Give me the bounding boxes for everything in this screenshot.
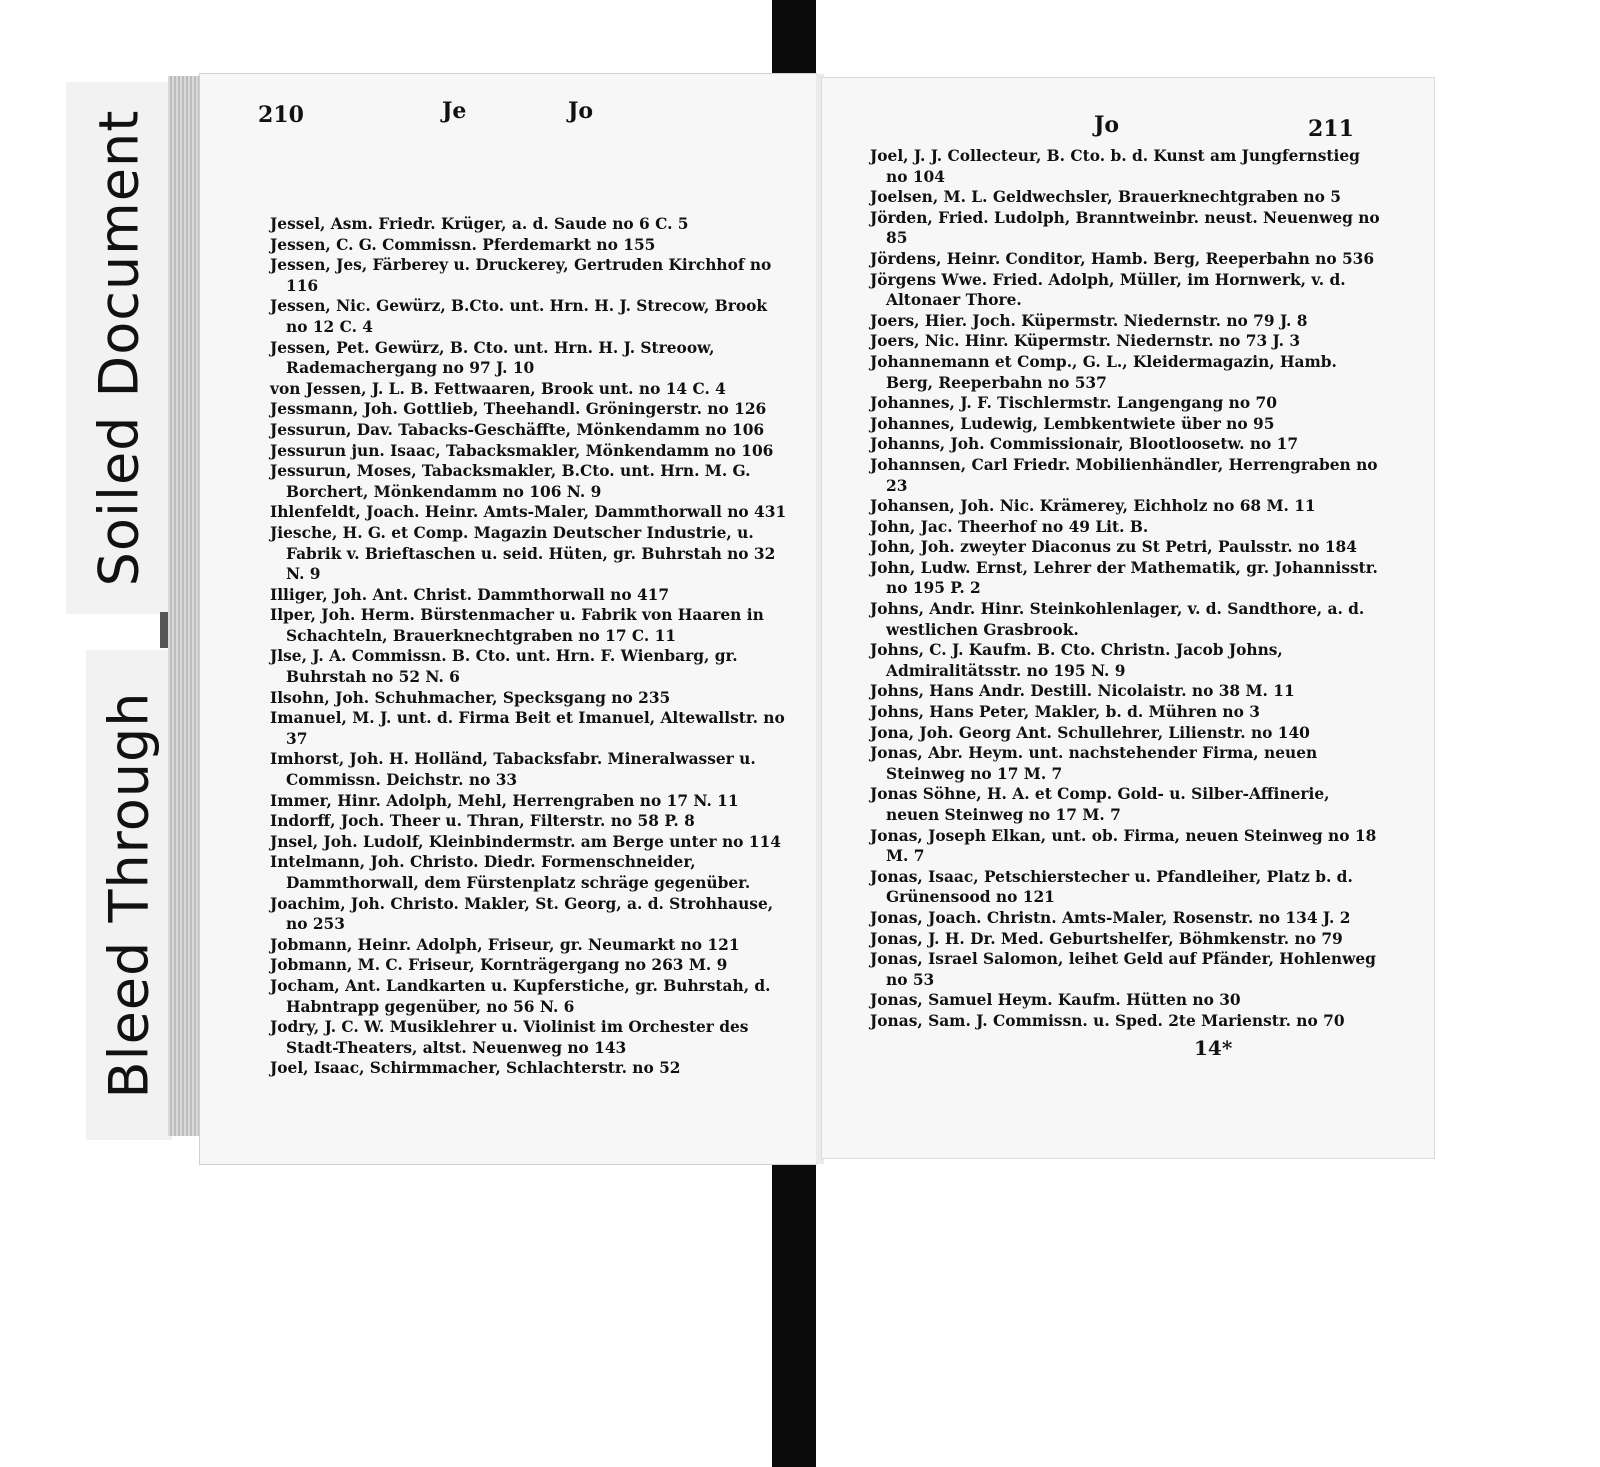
directory-entry: Johns, Andr. Hinr. Steinkohlenlager, v. d. Sandthore, a. d. westlichen Grasbrook. (870, 600, 1365, 639)
directory-entry: Jodry, J. C. W. Musiklehrer u. Violinist im Orchester des Stadt-Theaters, altst. Neuenweg no 143 (270, 1018, 749, 1057)
right-page-number: 211 (1308, 116, 1354, 142)
directory-entry: Jördens, Heinr. Conditor, Hamb. Berg, Reeperbahn no 536 (870, 249, 1375, 268)
directory-entry: Ilsohn, Joh. Schuhmacher, Specksgang no 235 (270, 688, 671, 707)
directory-entry: John, Jac. Theerhof no 49 Lit. B. (870, 517, 1149, 536)
directory-entry: Jessurun jun. Isaac, Tabacksmakler, Mönkendamm no 106 (270, 441, 774, 460)
directory-entry: Jessel, Asm. Friedr. Krüger, a. d. Saude no 6 C. 5 (270, 215, 689, 233)
directory-entry: Jonas, J. H. Dr. Med. Geburtshelfer, Böhmkenstr. no 79 (870, 929, 1343, 948)
directory-entry: Jobmann, Heinr. Adolph, Friseur, gr. Neumarkt no 121 (270, 935, 740, 954)
directory-entry: Jobmann, M. C. Friseur, Kornträgergang no 263 M. 9 (270, 956, 728, 975)
directory-entry: Jona, Joh. Georg Ant. Schullehrer, Lilienstr. no 140 (870, 723, 1310, 742)
label-strip-top (66, 82, 172, 614)
directory-entry: Joachim, Joh. Christo. Makler, St. Georg, a. d. Strohhause, no 253 (270, 894, 774, 934)
directory-entry: Jonas, Sam. J. Commissn. u. Sped. 2te Marienstr. no 70 (870, 1011, 1345, 1030)
directory-entry: Jonas, Israel Salomon, leihet Geld auf Pfänder, Hohlenweg no 53 (870, 950, 1376, 989)
directory-entry: Johns, Hans Andr. Destill. Nicolaistr. no 38 M. 11 (870, 682, 1295, 701)
directory-entry: Indorff, Joch. Theer u. Thran, Filterstr. no 58 P. 8 (270, 812, 695, 831)
bleed-through-label: Bleed Through (97, 691, 161, 1099)
directory-entry: Imanuel, M. J. unt. d. Firma Beit et Imanuel, Altewallstr. no 37 (270, 709, 785, 748)
label-strip-bottom (86, 650, 172, 1140)
left-page (200, 74, 816, 1164)
directory-entry: Jiesche, H. G. et Comp. Magazin Deutscher Industrie, u. Fabrik v. Brieftaschen u. seid. Hüten, gr. Buhrstah no 32 N. 9 (270, 523, 776, 584)
directory-entry: Johannsen, Carl Friedr. Mobilienhändler, Herrengraben no 23 (870, 455, 1378, 495)
right-page (822, 78, 1434, 1158)
directory-entry: Jonas, Joach. Christn. Amts-Maler, Rosenstr. no 134 J. 2 (870, 908, 1351, 927)
directory-entry: Jonas, Samuel Heym. Kaufm. Hütten no 30 (870, 991, 1241, 1010)
directory-entry: Johannes, J. F. Tischlermstr. Langengang no 70 (870, 394, 1277, 413)
directory-entry: Jessen, Pet. Gewürz, B. Cto. unt. Hrn. H. J. Streoow, Rademachergang no 97 J. 10 (270, 338, 715, 378)
directory-entry: Jlse, J. A. Commissn. B. Cto. unt. Hrn. F. Wienbarg, gr. Buhrstah no 52 N. 6 (270, 647, 738, 687)
directory-entry: Jessmann, Joh. Gottlieb, Theehandl. Gröningerstr. no 126 (270, 400, 767, 419)
directory-entry: Ilper, Joh. Herm. Bürstenmacher u. Fabrik von Haaren in Schachteln, Brauerknechtgraben no 17 C. 11 (270, 606, 764, 645)
signature-mark: 14* (1194, 1036, 1233, 1060)
directory-entry: Johanns, Joh. Commissionair, Blootloosetw. no 17 (870, 435, 1299, 454)
soiled-document-label: Soiled Document (87, 109, 151, 587)
directory-entry: Jörgens Wwe. Fried. Adolph, Müller, im Hornwerk, v. d. Altonaer Thore. (870, 270, 1346, 310)
directory-entry: Jnsel, Joh. Ludolf, Kleinbindermstr. am Berge unter no 114 (270, 832, 781, 851)
right-entry-list (870, 146, 1386, 1032)
directory-entry: von Jessen, J. L. B. Fettwaaren, Brook unt. no 14 C. 4 (270, 379, 726, 398)
directory-entry: Johansen, Joh. Nic. Krämerey, Eichholz no 68 M. 11 (870, 497, 1316, 516)
directory-entry: Intelmann, Joh. Christo. Diedr. Formenschneider, Dammthorwall, dem Fürstenplatz schräge gegenüber. (270, 853, 751, 892)
directory-entry: Johns, C. J. Kaufm. B. Cto. Christn. Jacob Johns, Admiralitätsstr. no 195 N. 9 (870, 641, 1283, 680)
directory-entry: Jörden, Fried. Ludolph, Branntweinbr. neust. Neuenweg no 85 (870, 208, 1380, 248)
directory-entry: Jessurun, Dav. Tabacks-Geschäffte, Mönkendamm no 106 (270, 420, 765, 439)
left-page-number: 210 (258, 102, 304, 128)
directory-entry: Joers, Hier. Joch. Küpermstr. Niedernstr. no 79 J. 8 (870, 311, 1308, 330)
directory-entry: Joers, Nic. Hinr. Küpermstr. Niedernstr. no 73 J. 3 (870, 332, 1301, 351)
right-head: Jo (1094, 112, 1120, 138)
directory-entry: Jonas, Abr. Heym. unt. nachstehender Firma, neuen Steinweg no 17 M. 7 (870, 744, 1318, 783)
left-head-right: Jo (568, 98, 594, 124)
directory-entry: Illiger, Joh. Ant. Christ. Dammthorwall no 417 (270, 585, 670, 604)
directory-entry: Jessen, Jes, Färberey u. Druckerey, Gertruden Kirchhof no 116 (270, 256, 772, 295)
directory-entry: Joelsen, M. L. Geldwechsler, Brauerknechtgraben no 5 (870, 188, 1341, 207)
directory-entry: Immer, Hinr. Adolph, Mehl, Herrengraben no 17 N. 11 (270, 791, 739, 810)
directory-entry: Imhorst, Joh. H. Holländ, Tabacksfabr. Mineralwasser u. Commissn. Deichstr. no 33 (270, 750, 756, 790)
directory-entry: Joel, J. J. Collecteur, B. Cto. b. d. Kunst am Jungfernstieg no 104 (870, 147, 1360, 186)
directory-entry: Jocham, Ant. Landkarten u. Kupferstiche, gr. Buhrstah, d. Habntrapp gegenüber, no 56 N. 6 (270, 976, 771, 1016)
directory-entry: Johannemann et Comp., G. L., Kleidermagazin, Hamb. Berg, Reeperbahn no 537 (870, 352, 1337, 392)
directory-entry: Johannes, Ludewig, Lembkentwiete über no 95 (870, 414, 1275, 433)
left-head-left: Je (442, 98, 467, 124)
directory-entry: Jonas Söhne, H. A. et Comp. Gold- u. Silber-Affinerie, neuen Steinweg no 17 M. 7 (870, 785, 1330, 824)
directory-entry: Jonas, Joseph Elkan, unt. ob. Firma, neuen Steinweg no 18 M. 7 (870, 826, 1377, 866)
left-entry-list (270, 214, 790, 1079)
directory-entry: Jonas, Isaac, Petschierstecher u. Pfandleiher, Platz b. d. Grünensood no 121 (870, 867, 1353, 907)
directory-entry: Johns, Hans Peter, Makler, b. d. Mühren no 3 (870, 703, 1260, 722)
directory-entry: Jessurun, Moses, Tabacksmakler, B.Cto. unt. Hrn. M. G. Borchert, Mönkendamm no 106 N. 9 (270, 462, 751, 501)
directory-entry: Jessen, Nic. Gewürz, B.Cto. unt. Hrn. H. J. Strecow, Brook no 12 C. 4 (270, 297, 768, 336)
directory-entry: John, Joh. zweyter Diaconus zu St Petri, Paulsstr. no 184 (870, 538, 1357, 557)
directory-entry: Jessen, C. G. Commissn. Pferdemarkt no 155 (270, 235, 656, 254)
directory-entry: Ihlenfeldt, Joach. Heinr. Amts-Maler, Dammthorwall no 431 (270, 503, 787, 522)
directory-entry: John, Ludw. Ernst, Lehrer der Mathematik, gr. Johannisstr. no 195 P. 2 (870, 558, 1378, 598)
directory-entry: Joel, Isaac, Schirmmacher, Schlachterstr. no 52 (270, 1059, 681, 1078)
